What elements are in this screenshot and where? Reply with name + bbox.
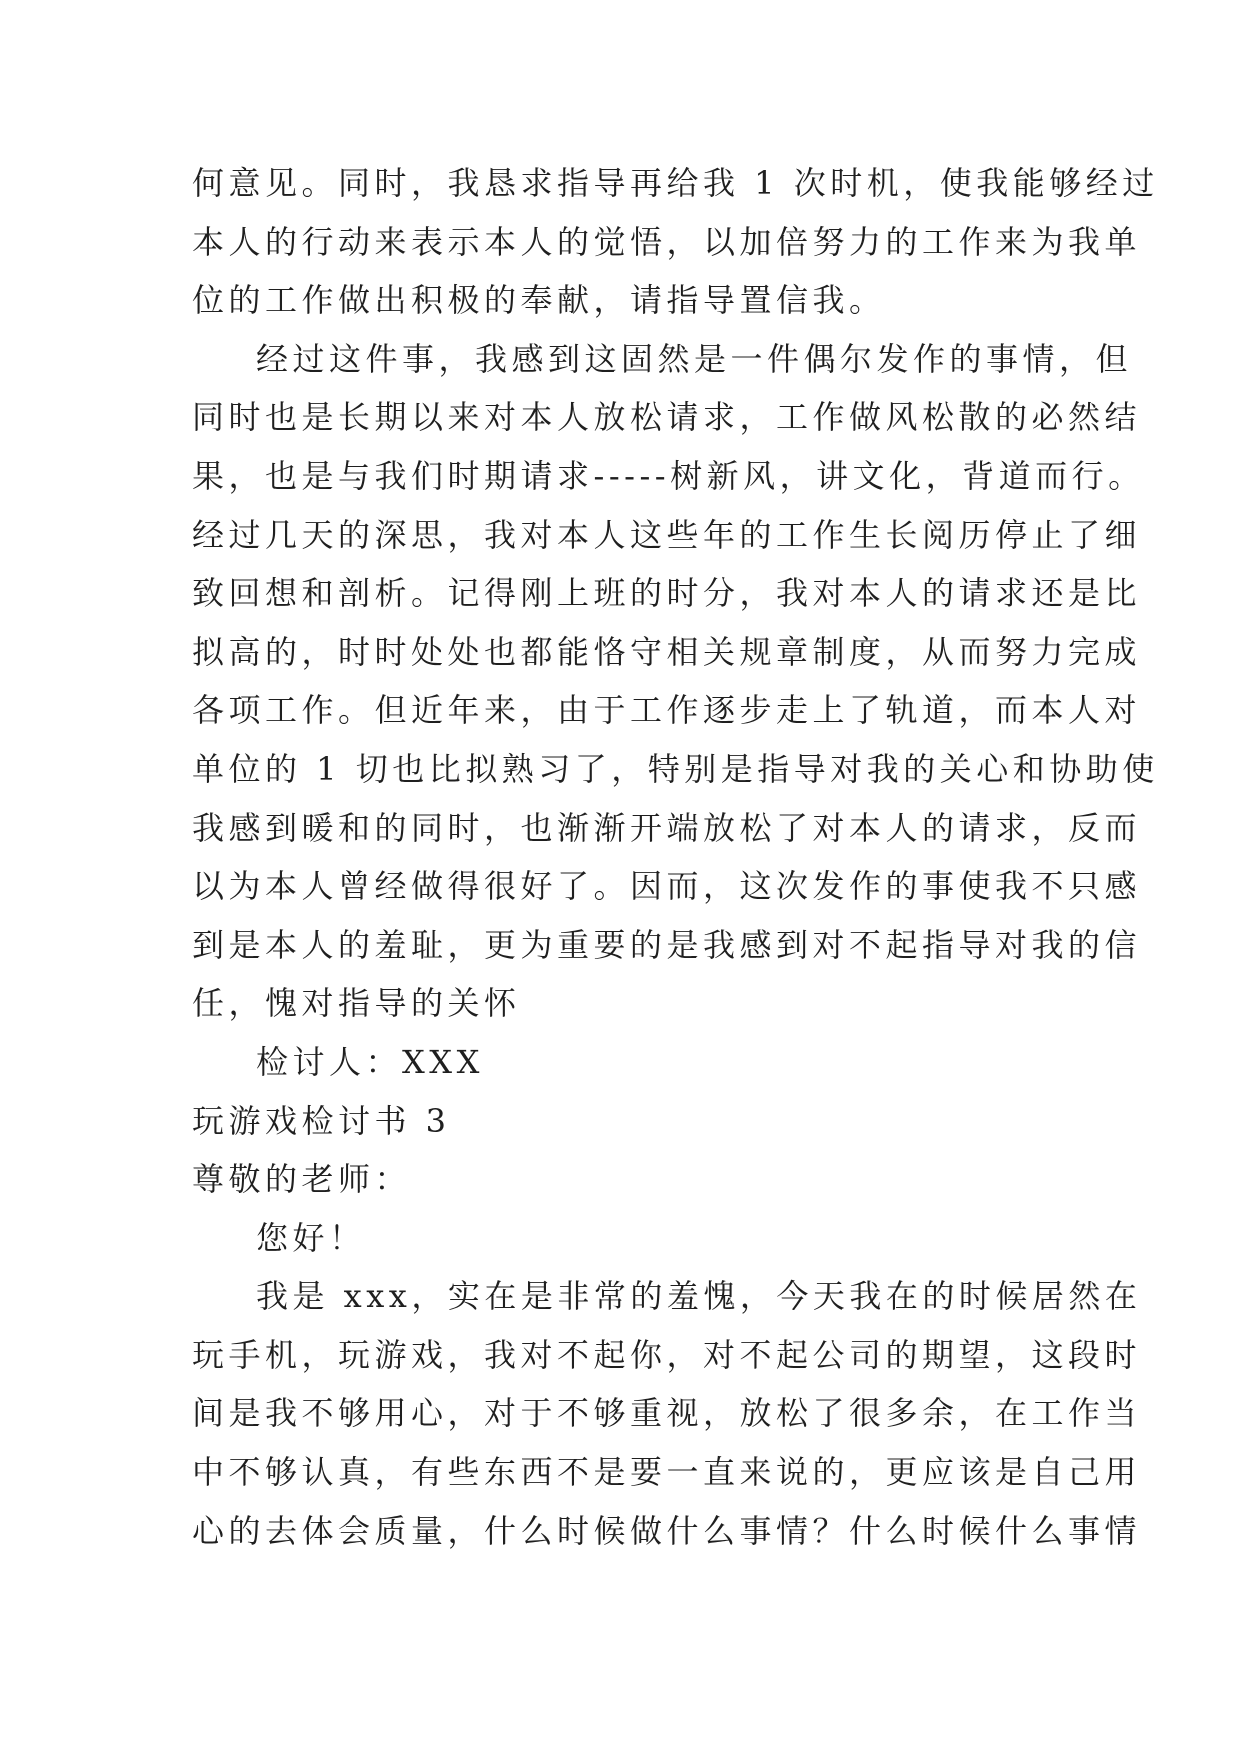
text-line: 各项工作。但近年来，由于工作逐步走上了轨道，而本人对: [192, 691, 1142, 730]
text-line: 间是我不够用心，对于不够重视，放松了很多余，在工作当: [192, 1394, 1142, 1433]
salutation: 尊敬的老师：: [192, 1160, 412, 1199]
document-body: [192, 154, 1159, 1560]
text-line: 心的去体会质量，什么时候做什么事情？什么时候什么事情: [192, 1511, 1142, 1550]
paragraph-start-line: 我是 xxx，实在是非常的羞愧，今天我在的时候居然在: [256, 1277, 1142, 1316]
text-line: 到是本人的羞耻，更为重要的是我感到对不起指导对我的信: [192, 925, 1142, 964]
text-line: 位的工作做出积极的奉献，请指导置信我。: [192, 281, 886, 320]
greeting: 您好！: [256, 1218, 366, 1257]
text-line: 果，也是与我们时期请求-----树新风，讲文化，背道而行。: [192, 456, 1145, 495]
signature-line: 检讨人：XXX: [256, 1042, 484, 1081]
text-line: 以为本人曾经做得很好了。因而，这次发作的事使我不只感: [192, 867, 1142, 906]
paragraph-start-line: 经过这件事，我感到这固然是一件偶尔发作的事情，但: [256, 339, 1133, 378]
text-line: 何意见。同时，我恳求指导再给我 1 次时机，使我能够经过: [192, 164, 1159, 202]
text-line: 我感到暖和的同时，也渐渐开端放松了对本人的请求，反而: [192, 808, 1142, 847]
text-line: 单位的 1 切也比拟熟习了，特别是指导对我的关心和协助使: [192, 749, 1159, 788]
text-line: 经过几天的深思，我对本人这些年的工作生长阅历停止了细: [192, 515, 1142, 554]
text-line: 同时也是长期以来对本人放松请求，工作做风松散的必然结: [192, 398, 1142, 437]
text-line: 致回想和剖析。记得刚上班的时分，我对本人的请求还是比: [192, 574, 1142, 613]
text-line: 中不够认真，有些东西不是要一直来说的，更应该是自己用: [192, 1453, 1142, 1492]
text-line: 玩手机，玩游戏，我对不起你，对不起公司的期望，这段时: [192, 1335, 1142, 1374]
text-line: 本人的行动来表示本人的觉悟，以加倍努力的工作来为我单: [192, 222, 1142, 261]
section-title: 玩游戏检讨书 3: [192, 1101, 451, 1140]
text-line: 任，愧对指导的关怀: [192, 984, 521, 1023]
text-line: 拟高的，时时处处也都能恪守相关规章制度，从而努力完成: [192, 632, 1142, 671]
